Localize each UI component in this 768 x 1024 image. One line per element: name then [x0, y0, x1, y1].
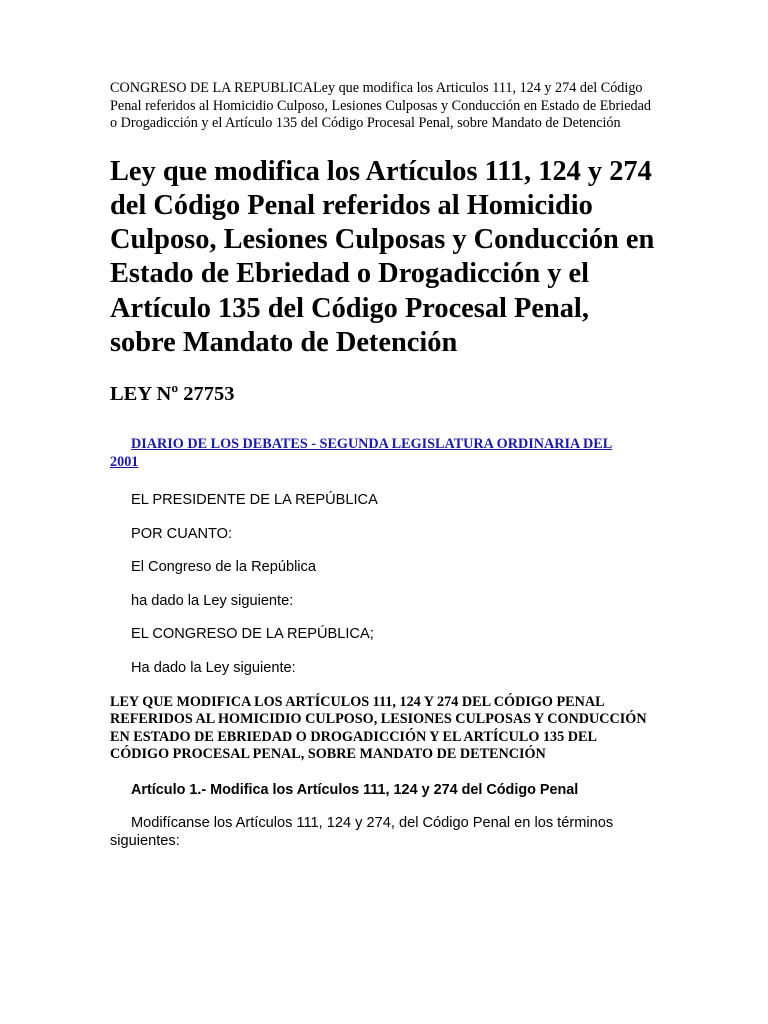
law-caps-title: LEY QUE MODIFICA LOS ARTÍCULOS 111, 124 Y 274 DEL CÓDIGO PENAL REFERIDOS AL HOMICIDIO CULPOSO, LESIONES CULPOSAS Y CONDUCCIÓN EN ESTADO DE EBRIEDAD O DROGADICCIÓN Y EL ARTÍCULO 135 DEL CÓDIGO PROCESAL PENAL, SOBRE MANDATO DE DETENCIÓN [110, 693, 647, 763]
paragraph-el-congreso: EL CONGRESO DE LA REPÚBLICA; [131, 626, 374, 643]
law-number: LEY Nº 27753 [110, 383, 235, 405]
paragraph-president: EL PRESIDENTE DE LA REPÚBLICA [131, 492, 378, 508]
document-page [110, 80, 655, 850]
paragraph-ha-dado-2: Ha dado la Ley siguiente: [131, 659, 296, 676]
article-1-heading: Artículo 1.- Modifica los Artículos 111, 124 y 274 del Código Penal [131, 781, 579, 798]
paragraph-por-cuanto: POR CUANTO: [131, 525, 233, 542]
document-title: Ley que modifica los Artículos 111, 124 y 274 del Código Penal referidos al Homicidio Culposo, Lesiones Culposas y Conducción en Estado de Ebriedad o Drogadicción y el Artículo 135 del Código Procesal Penal, sobre Mandato de Detención [110, 155, 655, 358]
document-header: CONGRESO DE LA REPUBLICALey que modifica los Articulos 111, 124 y 274 del Código Penal referidos al Homicidio Culposo, Lesiones Culposas y Conducción en Estado de Ebriedad o Drogadicción y el Artículo 135 del Código Procesal Penal, sobre Mandato de Detención [110, 80, 651, 132]
article-1-text: Modifícanse los Artículos 111, 124 y 274, del Código Penal en los términos siguientes: [110, 814, 614, 849]
debates-link[interactable]: DIARIO DE LOS DEBATES - SEGUNDA LEGISLATURA ORDINARIA DEL 2001 [110, 436, 613, 470]
paragraph-ha-dado: ha dado la Ley siguiente: [131, 592, 294, 609]
paragraph-congreso: El Congreso de la República [131, 559, 316, 576]
